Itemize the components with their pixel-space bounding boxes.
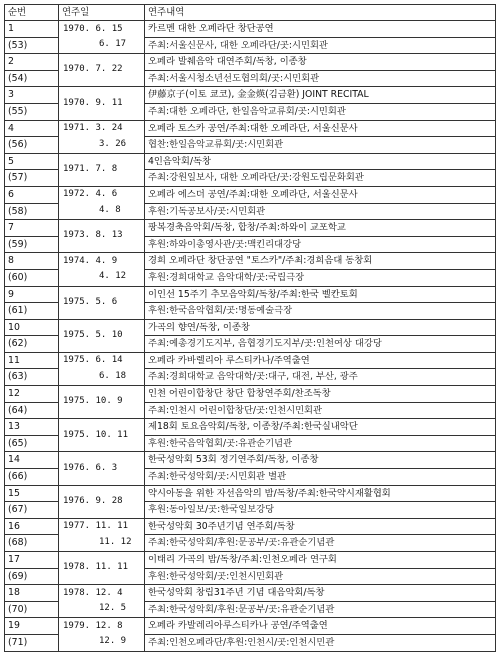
table-row (5, 186, 496, 203)
table-row (5, 286, 496, 303)
performance-date-start: 1976. 9. 28 (63, 495, 123, 506)
performance-date-start: 1975. 10. 11 (63, 429, 129, 440)
row-sub-number: (59) (5, 236, 59, 253)
performance-date-start: 1975. 10. 9 (63, 396, 123, 407)
table-row (5, 386, 496, 403)
row-number: 3 (5, 87, 59, 104)
table-row (5, 618, 496, 635)
row-number: 7 (5, 220, 59, 237)
row-number: 8 (5, 253, 59, 270)
performance-date (59, 319, 145, 352)
performance-title: 한국성악회 창립31주년 기념 대음악회/독창 (145, 585, 496, 602)
row-number: 18 (5, 585, 59, 602)
performance-organizer: 주최:예총경기도지부, 음협경기도지부/곳:인천여상 대강당 (145, 336, 496, 353)
performance-date (59, 87, 145, 120)
row-number: 1 (5, 21, 59, 38)
performance-title: 경희 오페라단 창단공연 "토스카"/주최:경희음대 동창회 (145, 253, 496, 270)
performance-organizer: 주최:강원일보사, 대한 오페라단/곳:강원도립문화회관 (145, 170, 496, 187)
performance-organizer: 협찬:한일음악교류회/곳:시민회관 (145, 137, 496, 154)
table-row (5, 319, 496, 336)
row-sub-number: (58) (5, 203, 59, 220)
performance-organizer: 주최:서울시청소년선도협의회/곳:시민회관 (145, 70, 496, 87)
performance-organizer: 주최:경희대학교 음악대학/곳:대구, 대전, 부산, 광주 (145, 369, 496, 386)
row-number: 13 (5, 419, 59, 436)
performance-title: 오페라 토스카 공연/주최:대한 오페라단, 서울신문사 (145, 120, 496, 137)
performance-organizer: 후원:한국음악협회/곳:유관순기념관 (145, 435, 496, 452)
performance-date-start: 1976. 6. 3 (63, 462, 118, 473)
performance-date-start: 1971. 7. 8 (63, 164, 118, 175)
performance-date (59, 220, 145, 253)
performance-date (59, 419, 145, 452)
performance-organizer: 후원:기독공보사/곳:시민회관 (145, 203, 496, 220)
performance-title: 伊藤京子(이토 쿄코), 金金煐(김금환) JOINT RECITAL (145, 87, 496, 104)
row-number: 2 (5, 54, 59, 71)
table-header-row (5, 5, 496, 21)
row-sub-number: (66) (5, 469, 59, 486)
row-number: 5 (5, 153, 59, 170)
row-sub-number: (57) (5, 170, 59, 187)
performance-title: 오페라 발췌음악 대연주회/독창, 이종창 (145, 54, 496, 71)
row-number: 16 (5, 518, 59, 535)
table-row (5, 352, 496, 369)
performance-history-table-container (4, 4, 495, 664)
performance-organizer: 주최:대한 오페라단, 한일음악교류회/곳:시민회관 (145, 103, 496, 120)
performance-date-start: 1978. 11. 11 (63, 562, 129, 573)
performance-title: 가곡의 향연/독창, 이종창 (145, 319, 496, 336)
table-row (5, 21, 496, 38)
performance-organizer: 후원:동아일보/곳:한국일보강당 (145, 502, 496, 519)
performance-organizer: 주최:한국성악회/후원:문공부/곳:유관순기념관 (145, 535, 496, 552)
performance-date (59, 585, 145, 618)
row-sub-number: (64) (5, 402, 59, 419)
performance-title: 카르멘 대한 오페라단 창단공연 (145, 21, 496, 38)
performance-title: 오페라 에스더 공연/주최:대한 오페라단, 서울신문사 (145, 186, 496, 203)
performance-date-end: 4. 8 (99, 205, 121, 216)
performance-title: 한국성악회 53회 정기연주회/독창, 이종창 (145, 452, 496, 469)
row-number: 12 (5, 386, 59, 403)
performance-organizer: 주최:인천시 어린이합창단/곳:인천시민회관 (145, 402, 496, 419)
table-row (5, 419, 496, 436)
performance-date-start: 1972. 4. 6 (63, 189, 118, 200)
row-sub-number: (67) (5, 502, 59, 519)
row-sub-number: (68) (5, 535, 59, 552)
performance-date-end: 12. 9 (99, 636, 127, 647)
performance-date (59, 153, 145, 186)
row-sub-number: (62) (5, 336, 59, 353)
performance-date (59, 186, 145, 219)
performance-title: 제18회 토요음악회/독창, 이종창/주최:한국실내악단 (145, 419, 496, 436)
header-details: 연주내역 (145, 5, 496, 21)
performance-date (59, 386, 145, 419)
table-row (5, 87, 496, 104)
performance-title: 이인선 15주기 추모음악회/독창/주최:한국 벨칸토회 (145, 286, 496, 303)
performance-date (59, 518, 145, 551)
performance-date (59, 253, 145, 286)
header-date: 연주일 (59, 5, 145, 21)
performance-date-start: 1975. 6. 14 (63, 355, 123, 366)
performance-date-start: 1977. 11. 11 (63, 521, 129, 532)
row-sub-number: (53) (5, 37, 59, 54)
performance-date-end: 6. 18 (99, 370, 127, 381)
performance-date-start: 1975. 5. 10 (63, 329, 123, 340)
row-number: 15 (5, 485, 59, 502)
table-row (5, 485, 496, 502)
performance-date (59, 452, 145, 485)
row-number: 9 (5, 286, 59, 303)
row-sub-number: (71) (5, 634, 59, 651)
performance-organizer: 주최:한국성악회/후원:문공부/곳:유관순기념관 (145, 601, 496, 618)
performance-title: 약시아동을 위한 자선음악의 밤/독창/주최:한국약시재활협회 (145, 485, 496, 502)
performance-title: 이태리 가곡의 밤/독창/주최:인천오페라 연구회 (145, 552, 496, 569)
performance-organizer: 주최:서울신문사, 대한 오페라단/곳:시민회관 (145, 37, 496, 54)
performance-title: 인천 어린이합창단 창단 합창연주회/찬조독창 (145, 386, 496, 403)
row-sub-number: (55) (5, 103, 59, 120)
performance-date-start: 1973. 8. 13 (63, 230, 123, 241)
table-row (5, 452, 496, 469)
row-number: 6 (5, 186, 59, 203)
row-sub-number: (54) (5, 70, 59, 87)
performance-date-start: 1979. 12. 8 (63, 620, 123, 631)
row-number: 17 (5, 552, 59, 569)
performance-date-start: 1975. 5. 6 (63, 296, 118, 307)
row-number: 14 (5, 452, 59, 469)
performance-organizer: 주최:인천오페라단/후원:인천시/곳:인천시민관 (145, 634, 496, 651)
performance-title: 오페라 카발레리아루스티카나 공연/주역출연 (145, 618, 496, 635)
performance-date-end: 11. 12 (99, 536, 132, 547)
performance-organizer: 후원:한국음악협회/곳:명동예술극장 (145, 303, 496, 320)
row-sub-number: (56) (5, 137, 59, 154)
table-row (5, 552, 496, 569)
performance-date (59, 21, 145, 54)
performance-date (59, 485, 145, 518)
row-sub-number: (60) (5, 269, 59, 286)
performance-organizer: 후원:경희대학교 음악대학/곳:국립극장 (145, 269, 496, 286)
table-row (5, 253, 496, 270)
performance-date-end: 12. 5 (99, 603, 127, 614)
row-number: 19 (5, 618, 59, 635)
performance-date-start: 1970. 6. 15 (63, 23, 123, 34)
performance-date-end: 6. 17 (99, 39, 127, 50)
performance-date (59, 120, 145, 153)
performance-date-start: 1970. 9. 11 (63, 97, 123, 108)
performance-date-start: 1971. 3. 24 (63, 123, 123, 134)
table-body (5, 21, 496, 652)
row-sub-number: (70) (5, 601, 59, 618)
table-row (5, 518, 496, 535)
performance-organizer: 후원:하와이총영사관/곳:맥킨리대강당 (145, 236, 496, 253)
performance-history-table (4, 4, 496, 652)
header-number: 순번 (5, 5, 59, 21)
performance-title: 팡복경축음악회/독창, 합창/주최:하와이 교포학교 (145, 220, 496, 237)
row-number: 10 (5, 319, 59, 336)
performance-date (59, 552, 145, 585)
row-sub-number: (65) (5, 435, 59, 452)
performance-title: 한국성악회 30주년기념 연주회/독창 (145, 518, 496, 535)
performance-organizer: 주최:한국성악회/곳:시민회관 별관 (145, 469, 496, 486)
table-row (5, 153, 496, 170)
row-sub-number: (61) (5, 303, 59, 320)
performance-date (59, 618, 145, 651)
table-row (5, 220, 496, 237)
performance-date-start: 1970. 7. 22 (63, 64, 123, 75)
row-number: 4 (5, 120, 59, 137)
row-number: 11 (5, 352, 59, 369)
performance-date-start: 1978. 12. 4 (63, 587, 123, 598)
row-sub-number: (63) (5, 369, 59, 386)
performance-date-end: 3. 26 (99, 138, 127, 149)
performance-date (59, 54, 145, 87)
performance-date (59, 286, 145, 319)
table-row (5, 120, 496, 137)
performance-title: 오페라 카바렐리아 루스티카나/주역출연 (145, 352, 496, 369)
performance-organizer: 후원:한국성악회/곳:인천시민회관 (145, 568, 496, 585)
table-row (5, 54, 496, 71)
performance-date (59, 352, 145, 385)
performance-date-end: 4. 12 (99, 271, 127, 282)
performance-date-start: 1974. 4. 9 (63, 255, 118, 266)
row-sub-number: (69) (5, 568, 59, 585)
performance-title: 4인음악회/독창 (145, 153, 496, 170)
table-row (5, 585, 496, 602)
